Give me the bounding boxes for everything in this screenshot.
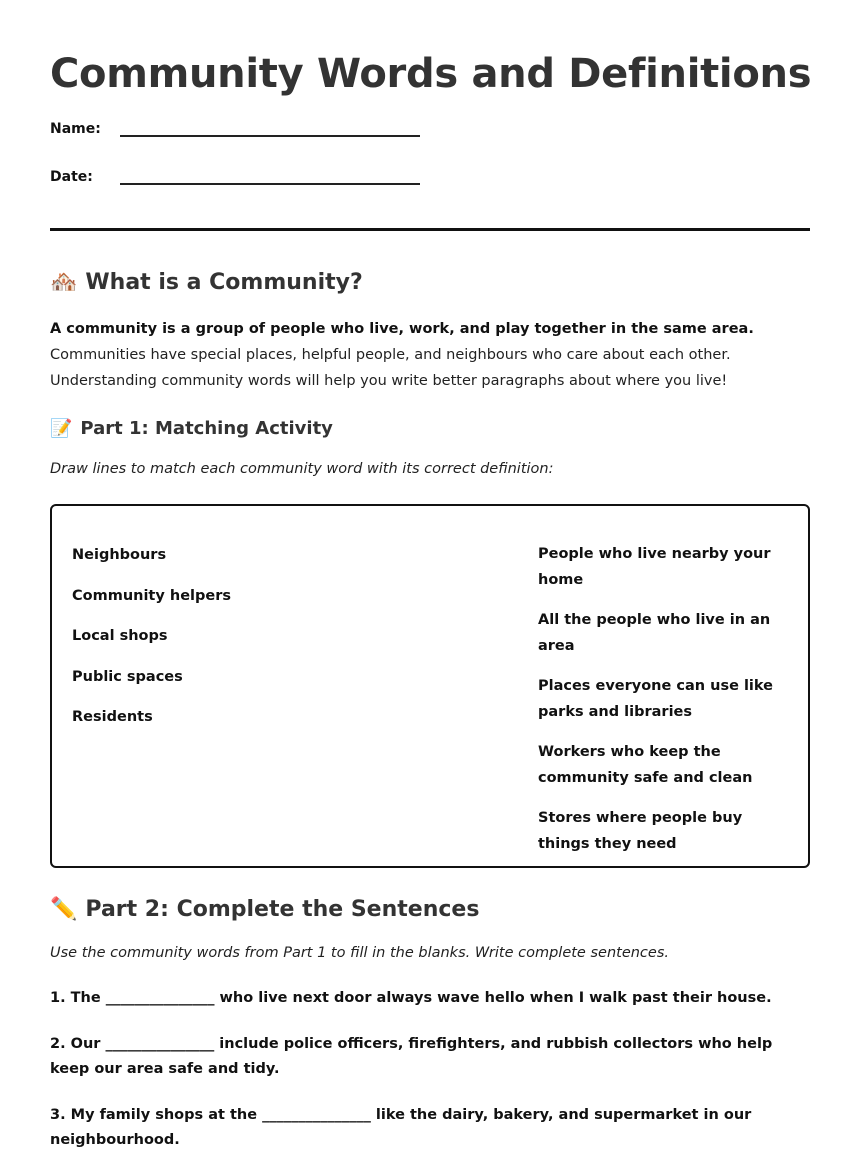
definition-item: Workers who keep the community safe and clean <box>538 744 753 786</box>
definition-item: All the people who live in an area <box>538 612 771 654</box>
date-blank-line <box>120 183 420 185</box>
part2-heading-text: Part 2: Complete the Sentences <box>85 896 480 922</box>
part1-heading <box>50 414 333 442</box>
date-label: Date: <box>50 169 93 185</box>
memo-icon: 📝 <box>50 417 73 439</box>
sentence-item: 2. Our _______________ include police officers, firefighters, and rubbish collectors who help keep our area safe and tidy. <box>50 1036 773 1077</box>
intro-paragraph <box>50 316 810 394</box>
name-blank-line <box>120 135 420 137</box>
part2-heading <box>50 891 479 927</box>
sentence-item: 3. My family shops at the _______________ like the dairy, bakery, and supermarket in our neighbourhood. <box>50 1107 752 1148</box>
part1-instructions: Draw lines to match each community word with its correct definition: <box>50 461 554 477</box>
word-list <box>72 542 372 745</box>
sentence-item: 1. The _______________ who live next door always wave hello when I walk past their house. <box>50 990 772 1006</box>
word-item: Residents <box>72 709 153 725</box>
pencil-icon: ✏️ <box>50 896 78 922</box>
word-item: Local shops <box>72 628 168 644</box>
section-heading-community <box>50 264 363 300</box>
definition-list <box>538 542 798 872</box>
definition-item: Stores where people buy things they need <box>538 810 743 852</box>
header-divider <box>50 228 810 231</box>
definition-item: Places everyone can use like parks and libraries <box>538 678 773 720</box>
matching-box <box>50 504 810 868</box>
word-item: Neighbours <box>72 547 167 563</box>
intro-rest: Communities have special places, helpful people, and neighbours who care about each other. Understanding community words will help you write better paragraphs about where you live! <box>50 347 731 389</box>
word-item: Public spaces <box>72 668 183 685</box>
houses-icon: 🏘️ <box>50 269 78 295</box>
part2-instructions: Use the community words from Part 1 to fill in the blanks. Write complete sentences. <box>50 945 669 961</box>
section-heading-text: What is a Community? <box>85 269 363 295</box>
name-field <box>50 121 420 151</box>
name-label: Name: <box>50 121 101 137</box>
definition-item: People who live nearby your home <box>538 546 771 588</box>
word-item: Community helpers <box>72 587 231 604</box>
page-title: Community Words and Definitions <box>50 51 812 97</box>
date-field <box>50 169 420 199</box>
sentence-list <box>50 986 810 1174</box>
intro-bold: A community is a group of people who live, work, and play together in the same area. <box>50 321 754 337</box>
part1-heading-text: Part 1: Matching Activity <box>80 417 333 439</box>
